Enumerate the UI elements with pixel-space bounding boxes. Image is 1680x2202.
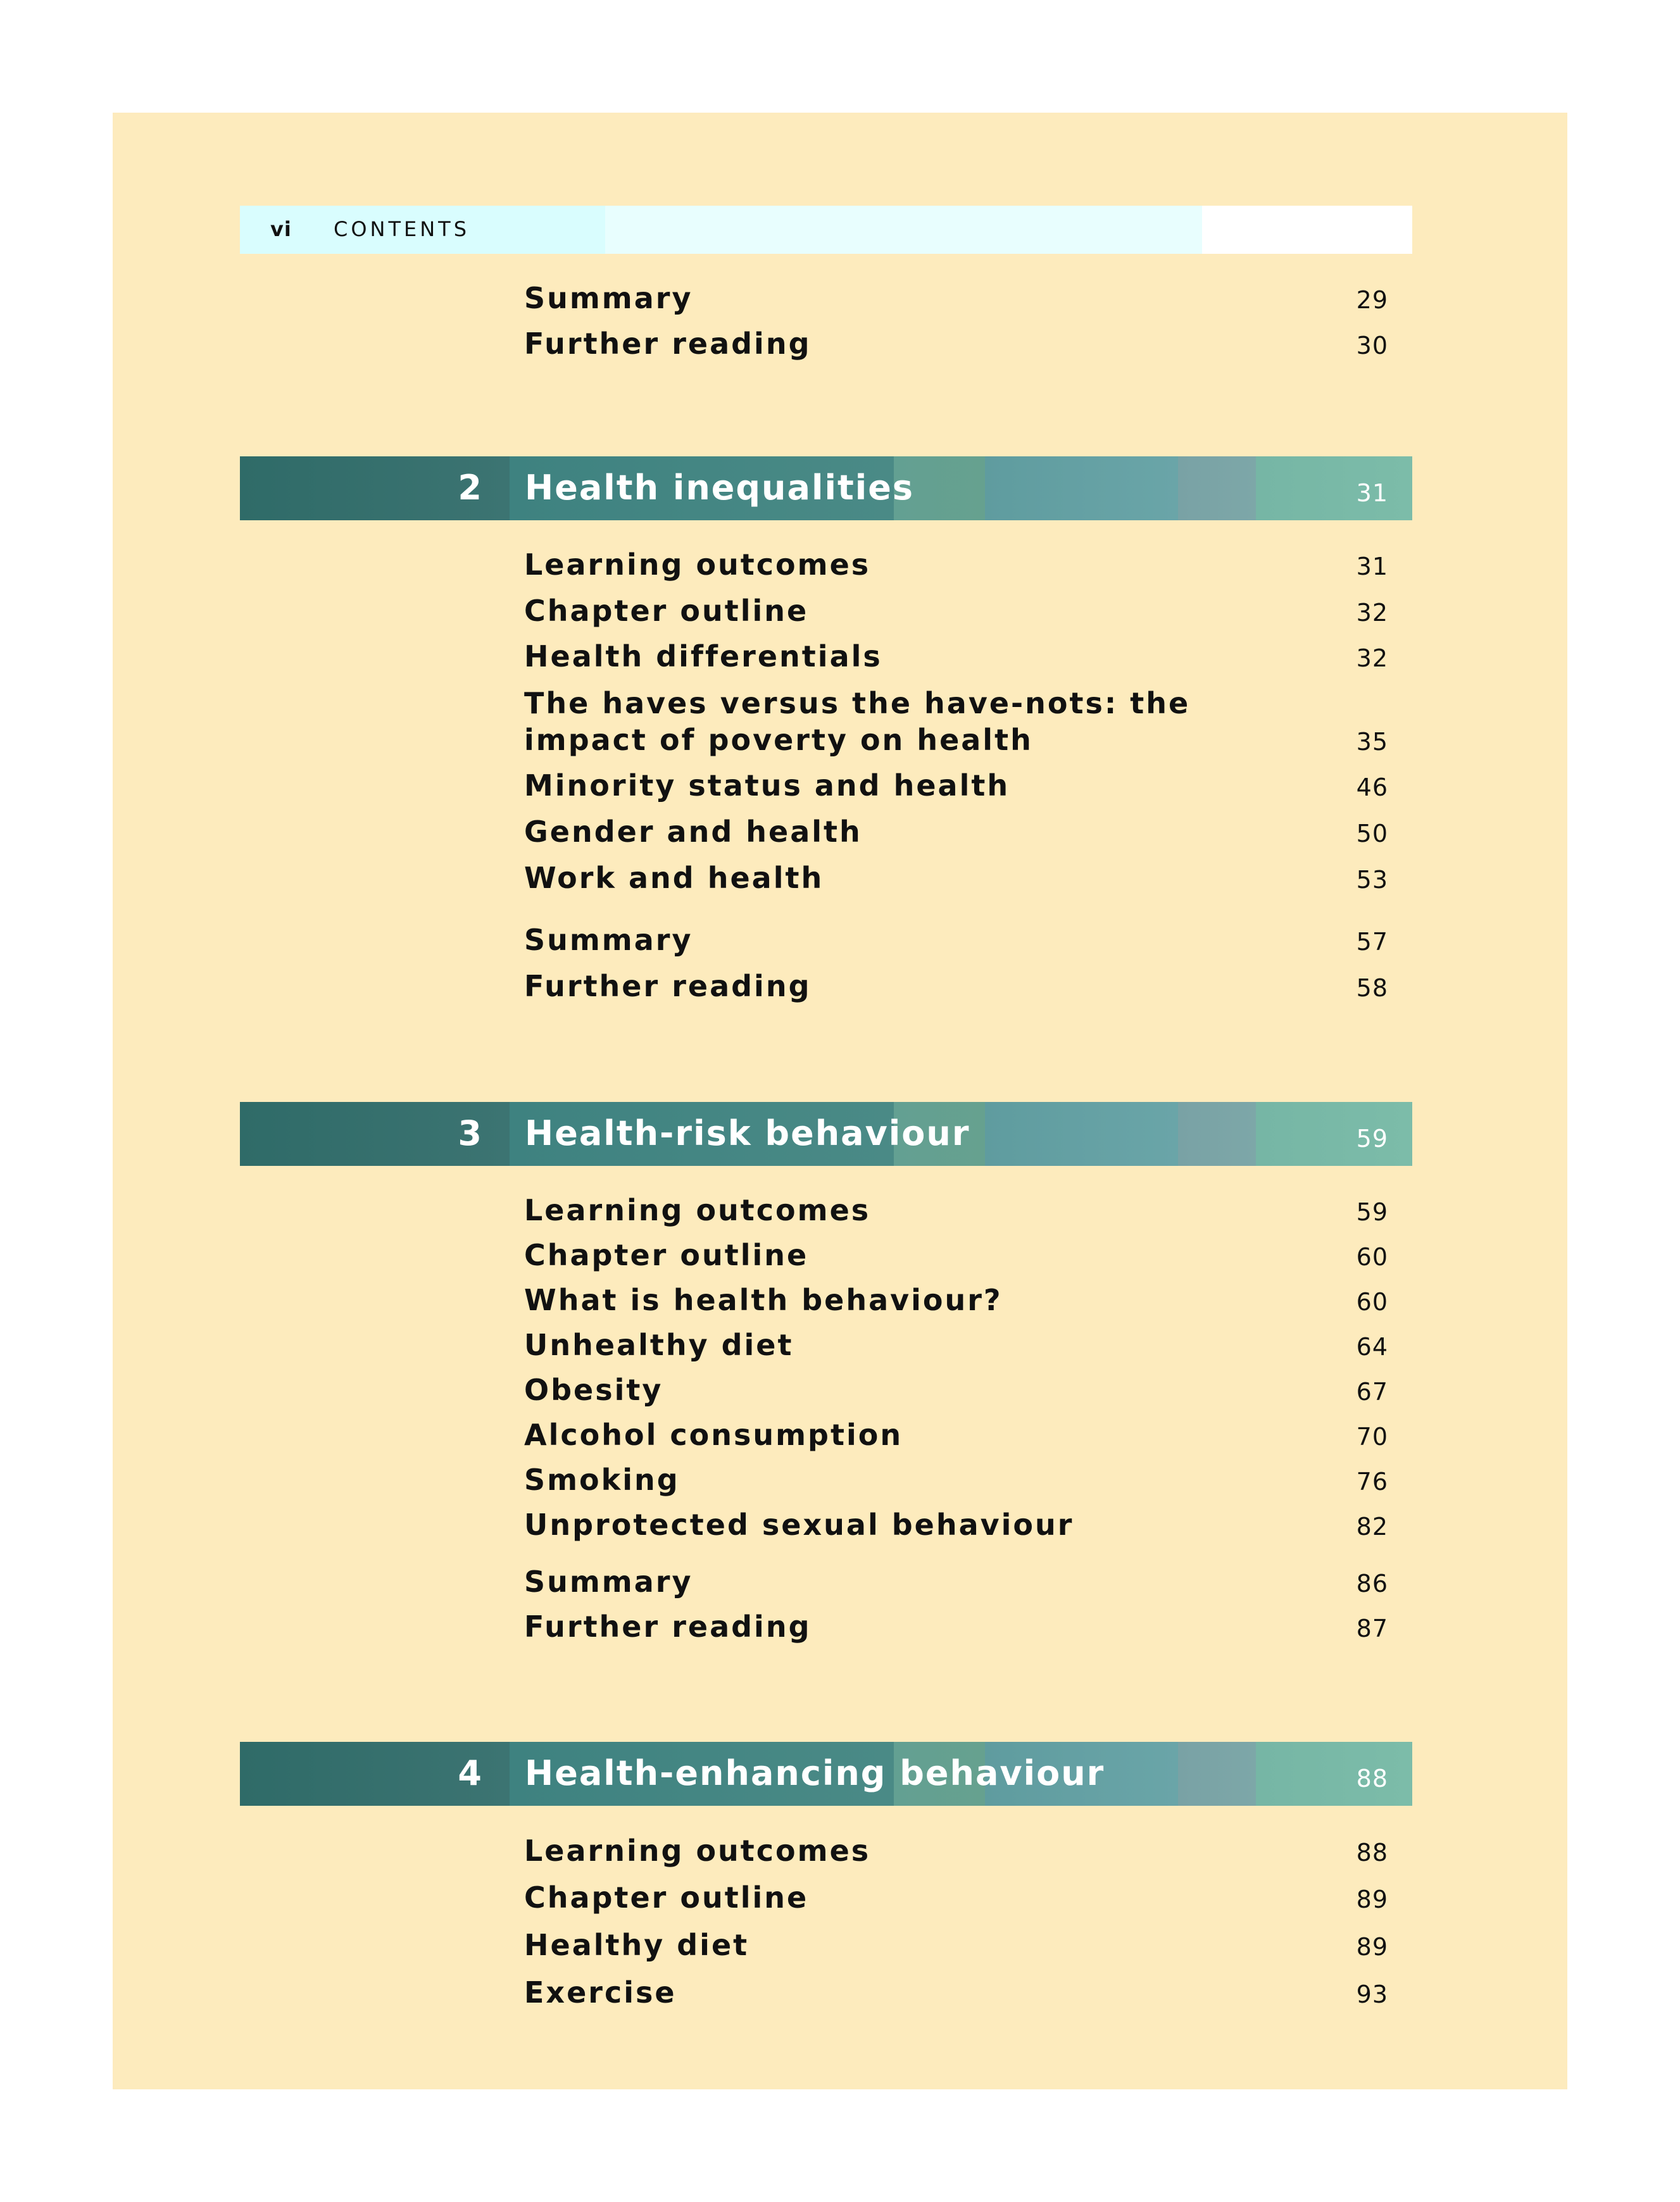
toc-entry-title: Obesity <box>524 1372 663 1407</box>
toc-entry-page: 30 <box>1356 332 1388 360</box>
chapter-title: Health-enhancing behaviour <box>525 1753 1105 1793</box>
toc-entry-title: Unprotected sexual behaviour <box>524 1507 1074 1542</box>
toc-entry-title: Healthy diet <box>524 1927 749 1962</box>
toc-entry-page: 59 <box>1356 1198 1388 1226</box>
toc-entry[interactable] <box>524 324 1388 362</box>
toc-entry-page: 57 <box>1356 928 1388 956</box>
toc-entry-title: Learning outcomes <box>524 1833 871 1868</box>
toc-entry[interactable] <box>524 858 1388 896</box>
toc-entry-title: Chapter outline <box>524 1237 809 1272</box>
toc-entry[interactable] <box>524 1562 1388 1600</box>
toc-entry-title: Learning outcomes <box>524 1192 871 1227</box>
toc-entry-title: Gender and health <box>524 814 862 849</box>
toc-entry-page: 60 <box>1356 1288 1388 1316</box>
toc-entry-title: What is health behaviour? <box>524 1282 1003 1317</box>
toc-entry-title: Summary <box>524 280 693 315</box>
toc-entry-page: 32 <box>1356 599 1388 627</box>
toc-entry[interactable] <box>524 1191 1388 1229</box>
toc-entry[interactable] <box>524 278 1388 316</box>
toc-entry[interactable] <box>524 637 1388 675</box>
toc-entry[interactable] <box>524 766 1388 804</box>
page-number: vi <box>270 217 292 241</box>
toc-entry[interactable] <box>524 1505 1388 1543</box>
toc-entry-title: Unhealthy diet <box>524 1327 794 1362</box>
toc-entry-title: Alcohol consumption <box>524 1417 903 1452</box>
toc-entry-page: 31 <box>1356 553 1388 580</box>
toc-entry[interactable] <box>524 1235 1388 1273</box>
toc-entry-page: 89 <box>1356 1886 1388 1913</box>
chapter-number: 3 <box>458 1113 482 1153</box>
chapter-page: 59 <box>1356 1125 1388 1153</box>
toc-entry-title: Chapter outline <box>524 593 809 628</box>
toc-entry-title: Further reading <box>524 1609 812 1644</box>
chapter-heading-3[interactable] <box>240 1102 1412 1166</box>
chapter-page: 31 <box>1356 479 1388 507</box>
toc-entry-page: 46 <box>1356 773 1388 801</box>
toc-entry-page: 88 <box>1356 1839 1388 1867</box>
chapter-number: 4 <box>458 1753 482 1793</box>
toc-entry-title: Exercise <box>524 1975 677 2010</box>
running-head <box>240 206 1412 254</box>
toc-entry[interactable] <box>524 1878 1388 1916</box>
toc-entry-page: 29 <box>1356 286 1388 314</box>
toc-entry-title: Chapter outline <box>524 1880 809 1915</box>
toc-entry-page: 86 <box>1356 1570 1388 1598</box>
chapter-title: Health inequalities <box>525 468 915 508</box>
toc-entry-title: The haves versus the have-nots: the impact of poverty on health <box>524 686 1191 757</box>
toc-entry-page: 67 <box>1356 1378 1388 1406</box>
toc-entry-page: 60 <box>1356 1243 1388 1271</box>
toc-entry-title: Further reading <box>524 968 812 1003</box>
chapter-heading-4[interactable] <box>240 1742 1412 1806</box>
toc-entry[interactable] <box>524 1831 1388 1869</box>
toc-entry[interactable] <box>524 1973 1388 2011</box>
toc-entry[interactable] <box>524 682 1388 758</box>
chapter-page: 88 <box>1356 1765 1388 1792</box>
chapter-heading-2[interactable] <box>240 456 1412 520</box>
toc-entry-title: Summary <box>524 922 693 957</box>
toc-entry-title: Health differentials <box>524 639 882 673</box>
toc-entry[interactable] <box>524 1460 1388 1498</box>
toc-entry[interactable] <box>524 812 1388 850</box>
toc-entry[interactable] <box>524 967 1388 1004</box>
toc-entry-title: Summary <box>524 1564 693 1599</box>
toc-entry-page: 35 <box>1356 728 1388 756</box>
toc-entry-title: Minority status and health <box>524 768 1010 803</box>
toc-entry[interactable] <box>524 1925 1388 1963</box>
toc-entry-page: 53 <box>1356 866 1388 894</box>
toc-entry-page: 32 <box>1356 644 1388 672</box>
toc-entry-page: 82 <box>1356 1513 1388 1541</box>
chapter-number: 2 <box>458 468 482 508</box>
toc-entry-page: 87 <box>1356 1615 1388 1642</box>
toc-entry-page: 50 <box>1356 820 1388 848</box>
toc-entry[interactable] <box>524 1607 1388 1645</box>
toc-entry-page: 89 <box>1356 1933 1388 1961</box>
toc-entry[interactable] <box>524 1415 1388 1453</box>
toc-entry-title: Smoking <box>524 1462 680 1497</box>
toc-entry[interactable] <box>524 920 1388 958</box>
toc-entry-page: 70 <box>1356 1423 1388 1451</box>
running-head-label: CONTENTS <box>334 217 470 241</box>
toc-entry-page: 64 <box>1356 1333 1388 1361</box>
toc-entry[interactable] <box>524 1280 1388 1318</box>
toc-entry[interactable] <box>524 1325 1388 1363</box>
toc-entry-title: Work and health <box>524 860 824 895</box>
toc-entry-page: 93 <box>1356 1980 1388 2008</box>
toc-entry-title: Learning outcomes <box>524 547 871 582</box>
toc-entry[interactable] <box>524 591 1388 629</box>
chapter-title: Health-risk behaviour <box>525 1113 970 1153</box>
toc-entry[interactable] <box>524 545 1388 583</box>
toc-entry[interactable] <box>524 1370 1388 1408</box>
toc-entry-title: Further reading <box>524 326 812 361</box>
toc-entry-page: 76 <box>1356 1468 1388 1496</box>
toc-entry-page: 58 <box>1356 974 1388 1002</box>
